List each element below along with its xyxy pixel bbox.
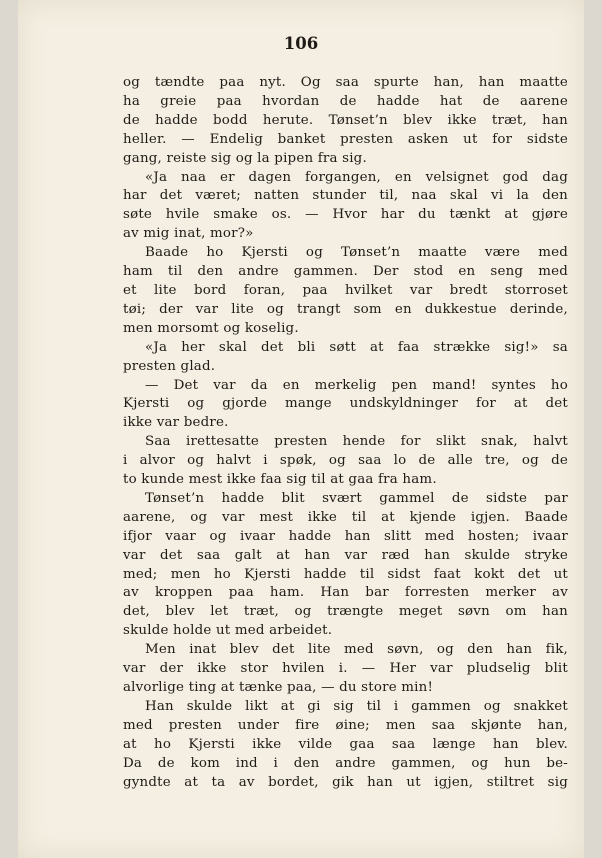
paragraph [123, 433, 568, 490]
text-line: tøi; der var lite og trangt som en dukkestue derinde, [123, 301, 568, 317]
book-page [18, 0, 584, 858]
text-line: Baade ho Kjersti og Tønset’n maatte være med [145, 245, 568, 261]
text-line: «Ja her skal det bli søtt at faa strække sig!» sa [145, 339, 568, 355]
paragraph [123, 490, 568, 641]
paragraph [123, 641, 568, 698]
text-line: ha greie paa hvordan de hadde hat de aarene [123, 93, 568, 109]
text-line: har det været; natten stunder til, naa skal vi la den [123, 188, 568, 204]
text-line: det, blev let træt, og trængte meget søvn om han [123, 604, 568, 620]
text-line: gang, reiste sig og la pipen fra sig. [123, 150, 367, 166]
page-number: 106 [283, 34, 319, 53]
text-line: — Det var da en merkelig pen mand! syntes ho [145, 377, 568, 393]
text-line: skulde holde ut med arbeidet. [123, 623, 333, 639]
text-line: ifjor vaar og ivaar hadde han slitt med hosten; ivaar [123, 528, 568, 544]
text-line: presten glad. [123, 358, 216, 374]
paragraph [123, 169, 568, 245]
text-line: aarene, og var mest ikke til at kjende igjen. Baade [123, 509, 568, 525]
text-line: av kroppen paa ham. Han bar forresten merker av [123, 585, 568, 601]
text-line: med; men ho Kjersti hadde til sidst faat kokt det ut [123, 566, 568, 582]
paragraph [123, 698, 568, 793]
text-line: gyndte at ta av bordet, gik han ut igjen, stiltret sig [123, 774, 568, 790]
text-line: med presten under fire øine; men saa skjønte han, [123, 717, 568, 733]
text-line: av mig inat, mor?» [123, 226, 254, 242]
text-line: Saa irettesatte presten hende for slikt snak, halvt [145, 434, 568, 450]
text-line: Kjersti og gjorde mange undskyldninger for at det [123, 396, 568, 412]
text-line: Men inat blev det lite med søvn, og den han fik, [145, 642, 568, 658]
text-line: søte hvile smake os. — Hvor har du tænkt at gjøre [123, 207, 568, 223]
text-line: var det saa galt at han var ræd han skulde stryke [123, 547, 568, 563]
text-line: de hadde bodd herute. Tønset’n blev ikke træt, han [123, 112, 568, 128]
text-line: to kunde mest ikke faa sig til at gaa fra ham. [123, 472, 437, 488]
body-text [123, 74, 568, 792]
paragraph [123, 377, 568, 434]
text-line: «Ja naa er dagen forgangen, en velsignet god dag [145, 169, 568, 185]
text-line: Han skulde likt at gi sig til i gammen og snakket [145, 698, 568, 714]
text-line: Da de kom ind i den andre gammen, og hun be- [123, 755, 568, 771]
paragraph [123, 244, 568, 339]
text-line: alvorlige ting at tænke paa, — du store min! [123, 680, 434, 695]
text-line: og tændte paa nyt. Og saa spurte han, han maatte [123, 75, 568, 90]
text-line: Tønset’n hadde blit svært gammel de sidste par [145, 490, 568, 506]
text-line: at ho Kjersti ikke vilde gaa saa længe han blev. [123, 736, 568, 752]
text-line: heller. — Endelig banket presten asken ut for sidste [123, 131, 568, 147]
text-line: men morsomt og koselig. [123, 320, 299, 336]
paragraph [123, 339, 568, 377]
text-line: et lite bord foran, paa hvilket var bredt storroset [123, 282, 568, 298]
text-line: ikke var bedre. [123, 415, 229, 431]
text-line: ham til den andre gammen. Der stod en seng med [123, 264, 568, 280]
text-line: i alvor og halvt i spøk, og saa lo de alle tre, og de [123, 453, 568, 469]
text-line: var der ikke stor hvilen i. — Her var pludselig blit [123, 661, 568, 677]
paragraph [123, 74, 568, 169]
